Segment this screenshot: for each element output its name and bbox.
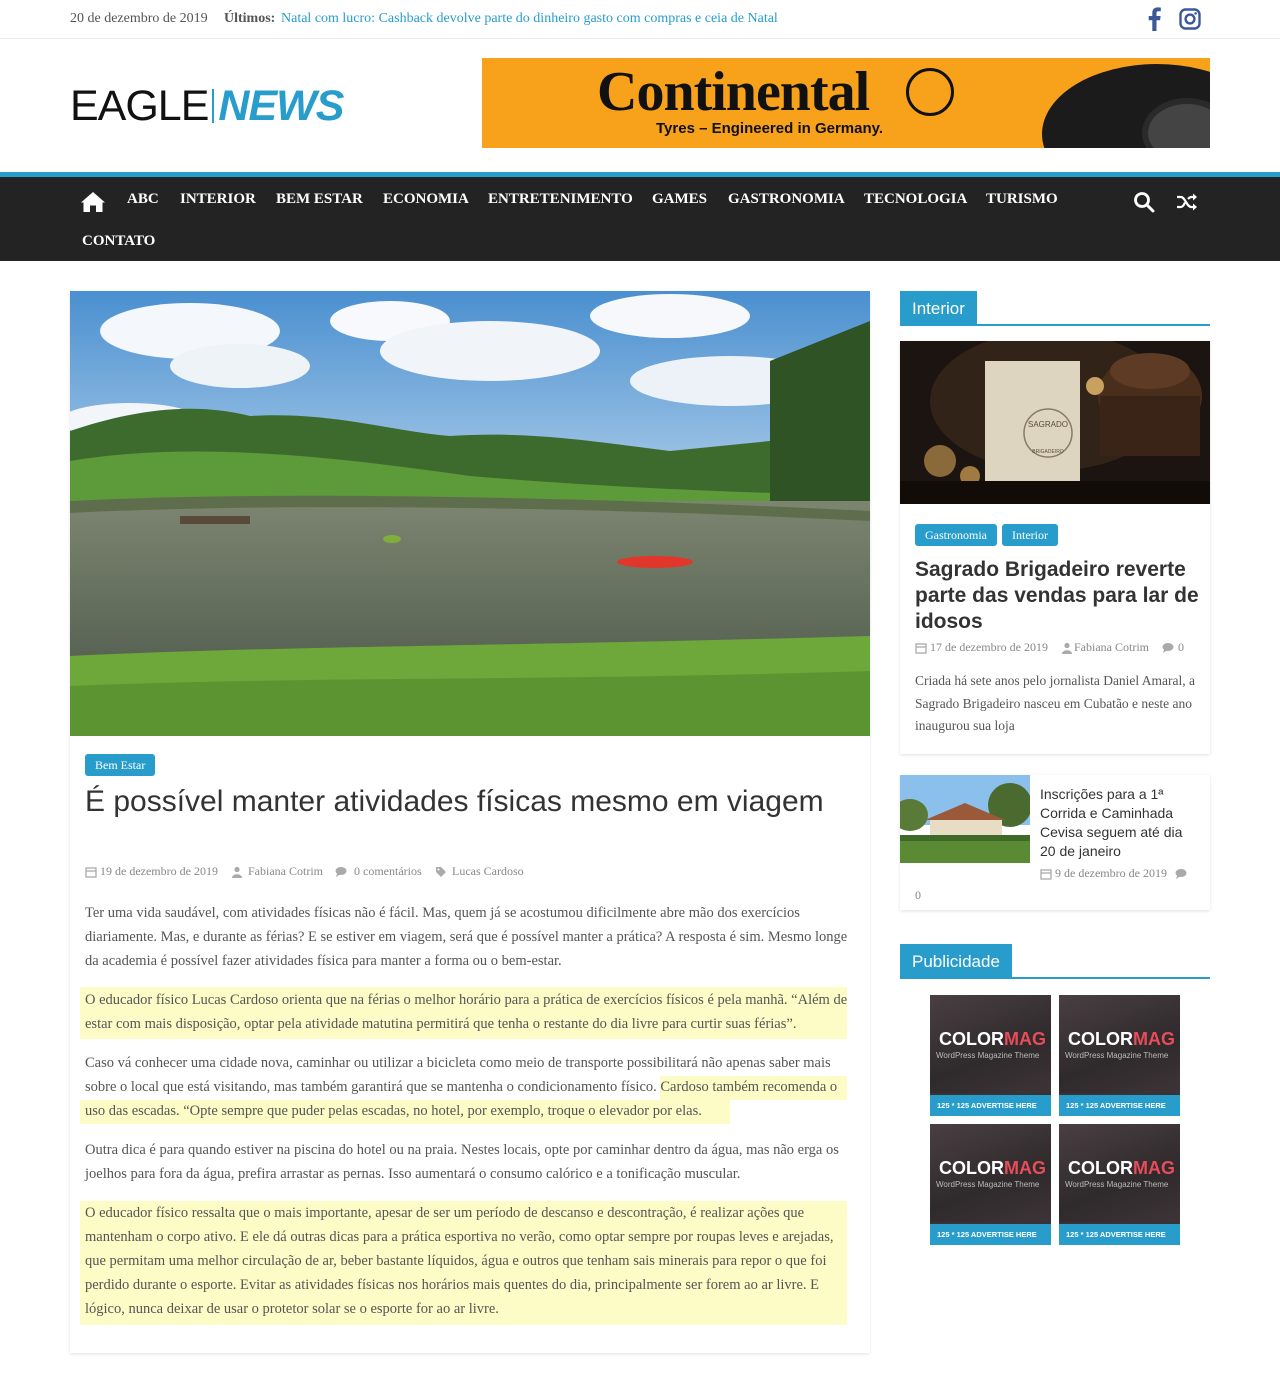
featured-post-title[interactable]: Sagrado Brigadeiro reverte parte das vendas para lar de idosos [915, 558, 1199, 633]
ad-subtitle: WordPress Magazine Theme [936, 1051, 1040, 1060]
calendar-icon [1040, 868, 1052, 880]
ad-tagline: Tyres – Engineered in Germany. [656, 120, 884, 137]
category-badge[interactable]: Bem Estar [85, 754, 155, 776]
instagram-icon[interactable] [1179, 8, 1201, 30]
comment-icon [1175, 868, 1187, 880]
featured-post-image[interactable] [900, 341, 1210, 504]
article-author[interactable]: Fabiana Cotrim [248, 864, 323, 878]
nav-item-gastronomia[interactable]: GASTRONOMIA [728, 191, 845, 207]
nav-item-entretenimento[interactable]: ENTRETENIMENTO [488, 191, 633, 207]
small-post-image[interactable] [900, 775, 1030, 863]
advertise-slot-2[interactable] [1059, 995, 1180, 1116]
ad-footer: 125 * 125 ADVERTISE HERE [1059, 1224, 1180, 1245]
ad-logo: COLORMAG [939, 1158, 1046, 1178]
header-ad-banner[interactable] [482, 58, 1210, 148]
ad-brand: Continental [597, 61, 870, 123]
nav-item-bem-estar[interactable]: BEM ESTAR [276, 191, 363, 207]
nav-item-tecnologia[interactable]: TECNOLOGIA [864, 191, 968, 207]
top-bar [0, 0, 1280, 39]
widget-title-ads-label: Publicidade [900, 944, 1012, 979]
article-paragraph-5: O educador físico ressalta que o mais importante, apesar de ser um período de descanso e descontração, é realizar ações que mantenham o corpo ativo. E ele dá outras dicas para a prática esportiva no verão, como optar sempre por roupas leves e arejadas, que permitam uma melhor circulação de ar, beber bastante líquidos, água e outros que tenham sais minerais para repor o que foi perdido durante o esporte. Evitar as atividades físicas nos horários mais quentes do dia, principalmente ser forem ao ar livre. E lógico, nunca deixar de usar o protetor solar se o esporte for ao ar livre. [85, 1205, 834, 1317]
ad-footer: 125 * 125 ADVERTISE HERE [930, 1224, 1051, 1245]
article-paragraph-4: Outra dica é para quando estiver na piscina do hotel ou na praia. Nestes locais, opte por caminhar dentro da água, mas não erga os joelhos para fora da água, prefira arrastar as pernas. Isso aumentará o consumo calórico e a tonificação muscular. [85, 1142, 839, 1182]
search-icon[interactable] [1133, 191, 1155, 213]
featured-category-gastronomia[interactable]: Gastronomia [915, 524, 997, 546]
home-icon[interactable] [80, 190, 106, 214]
article-hero-image [70, 291, 870, 736]
advertise-slot-1[interactable] [930, 995, 1051, 1116]
calendar-icon [85, 866, 97, 878]
tag-icon [435, 866, 447, 878]
article-paragraph-1: Ter uma vida saudável, com atividades físicas não é fácil. Mas, quem já se acostumou dificilmente abre mão dos exercícios diariamente. Mas, e durante as férias? E se estiver em viagem, será que é possível manter a prática? A resposta é sim. Mesmo longe da academia é possível fazer atividades física para manter a forma ou o bem-estar. [85, 905, 848, 969]
nav-item-abc[interactable]: ABC [127, 191, 159, 207]
advertise-slot-3[interactable] [930, 1124, 1051, 1245]
article-title: É possível manter atividades físicas mesmo em viagem [85, 785, 824, 818]
ad-logo: COLORMAG [1068, 1158, 1175, 1178]
ad-footer: 125 * 125 ADVERTISE HERE [930, 1095, 1051, 1116]
horse-emblem-icon [906, 68, 954, 116]
article-comments[interactable]: 0 comentários [354, 864, 422, 878]
logo-part-1: EAGLE [70, 82, 209, 130]
article-date[interactable]: 19 de dezembro de 2019 [100, 864, 218, 878]
featured-category-interior[interactable]: Interior [1002, 524, 1058, 546]
calendar-icon [915, 642, 927, 654]
small-post-title[interactable]: Inscrições para a 1ª Corrida e Caminhada Cevisa seguem até dia 20 de janeiro [1040, 786, 1183, 859]
featured-post-date[interactable]: 17 de dezembro de 2019 [930, 640, 1048, 654]
ad-subtitle: WordPress Magazine Theme [1065, 1051, 1169, 1060]
user-icon [231, 866, 243, 878]
random-icon[interactable] [1176, 192, 1198, 212]
featured-image-text-2: BRIGADEIRO [1032, 449, 1064, 455]
ad-subtitle: WordPress Magazine Theme [936, 1180, 1040, 1189]
ad-logo: COLORMAG [1068, 1029, 1175, 1049]
nav-item-interior[interactable]: INTERIOR [180, 191, 256, 207]
advertise-slot-4[interactable] [1059, 1124, 1180, 1245]
current-date: 20 de dezembro de 2019 [70, 11, 208, 26]
latest-label: Últimos: [224, 11, 276, 26]
main-navigation [0, 172, 1280, 261]
facebook-icon[interactable] [1146, 7, 1162, 31]
logo-divider [212, 89, 214, 123]
nav-item-turismo[interactable]: TURISMO [986, 191, 1058, 207]
article-tag[interactable]: Lucas Cardoso [452, 864, 524, 878]
article-paragraph-2: O educador físico Lucas Cardoso orienta que na férias o melhor horário para a prática de exercícios físicos é pela manhã. “Além de estar com mais disposição, optar pela atividade matutina permitirá que tenha o restante do dia livre para curtir suas férias”. [85, 992, 848, 1032]
featured-post-comments[interactable]: 0 [1178, 640, 1184, 654]
site-logo[interactable] [70, 84, 343, 128]
ad-footer: 125 * 125 ADVERTISE HERE [1059, 1095, 1180, 1116]
nav-item-contato[interactable]: CONTATO [82, 233, 156, 249]
small-post-date[interactable]: 9 de dezembro de 2019 [1055, 866, 1167, 880]
ad-logo: COLORMAG [939, 1029, 1046, 1049]
nav-item-games[interactable]: GAMES [652, 191, 708, 207]
widget-title-interior [900, 291, 1210, 326]
widget-title-ads [900, 944, 1210, 979]
user-icon [1061, 642, 1073, 654]
featured-image-text-1: SAGRADO [1027, 420, 1069, 429]
latest-news-link[interactable]: Natal com lucro: Cashback devolve parte do dinheiro gasto com compras e ceia de Natal [281, 11, 778, 26]
nav-item-economia[interactable]: ECONOMIA [383, 191, 469, 207]
comment-icon [335, 866, 347, 878]
featured-post-excerpt: Criada há sete anos pelo jornalista Daniel Amaral, a Sagrado Brigadeiro nasceu em Cubatão e neste ano inaugurou sua loja [915, 673, 1196, 733]
widget-title-interior-label[interactable]: Interior [900, 291, 977, 326]
featured-post-author[interactable]: Fabiana Cotrim [1074, 640, 1149, 654]
ad-subtitle: WordPress Magazine Theme [1065, 1180, 1169, 1189]
small-post-comments[interactable]: 0 [915, 888, 921, 902]
logo-part-2: NEWS [218, 82, 344, 130]
comment-icon [1162, 642, 1174, 654]
article-paragraph-3: Caso vá conhecer uma cidade nova, caminhar ou utilizar a bicicleta como meio de transporte possibilitará não apenas saber mais sobre o local que está visitando, mas também garantirá que se mantenha o condicionamento físico. Cardoso também recomenda o uso das escadas. “Opte sempre que puder pelas escadas, no hotel, por exemplo, troque o elevador por elas. [85, 1055, 838, 1119]
